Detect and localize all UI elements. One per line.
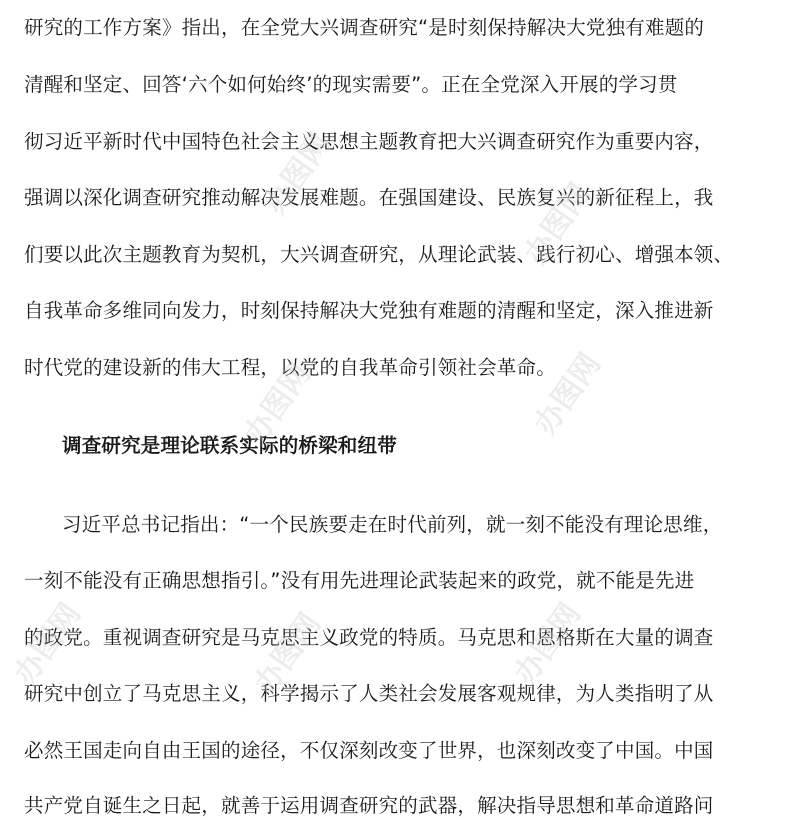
watermark: 办图网: [237, 357, 319, 451]
paragraph-line: 共产党自诞生之日起，就善于运用调查研究的武器，解决指导思想和革命道路问: [24, 794, 714, 817]
watermark: 办图网: [527, 347, 609, 441]
paragraph-line: 研究的工作方案》指出，在全党大兴调查研究“是时刻保持解决大党独有难题的: [24, 16, 705, 39]
section-heading: 调查研究是理论联系实际的桥梁和纽带: [62, 434, 397, 457]
paragraph-line: 自我革命多维同向发力，时刻保持解决大党独有难题的清醒和坚定，深入推进新: [24, 299, 714, 322]
paragraph-line: 强调以深化调查研究推动解决发展难题。在强国建设、民族复兴的新征程上，我: [24, 186, 714, 209]
watermark: 办图网: [247, 607, 329, 701]
paragraph-line: 的政党。重视调查研究是马克思主义政党的特质。马克思和恩格斯在大量的调查: [24, 626, 714, 649]
paragraph-line: 习近平总书记指出：“一个民族要走在时代前列，就一刻不能没有理论思维，: [62, 513, 723, 536]
paragraph-line: 们要以此次主题教育为契机，大兴调查研究，从理论武装、践行初心、增强本领、: [24, 243, 734, 266]
watermark: 办图网: [7, 597, 89, 691]
paragraph-line: 必然王国走向自由王国的途径，不仅深刻改变了世界，也深刻改变了中国。中国: [24, 739, 714, 762]
paragraph-line: 时代党的建设新的伟大工程，以党的自我革命引领社会革命。: [24, 356, 556, 379]
watermark: 办图网: [517, 177, 599, 271]
paragraph-line: 彻习近平新时代中国特色社会主义思想主题教育把大兴调查研究作为重要内容，: [24, 130, 714, 153]
watermark: 办图网: [257, 127, 339, 221]
paragraph-line: 一刻不能没有正确思想指引。”没有用先进理论武装起来的政党，就不能是先进: [24, 569, 695, 592]
watermark: 办图网: [507, 597, 589, 691]
paragraph-line: 清醒和坚定、回答‘六个如何始终’的现实需要”。正在全党深入开展的学习贯: [24, 73, 678, 96]
paragraph-line: 研究中创立了马克思主义，科学揭示了人类社会发展客观规律，为人类指明了从: [24, 682, 714, 705]
